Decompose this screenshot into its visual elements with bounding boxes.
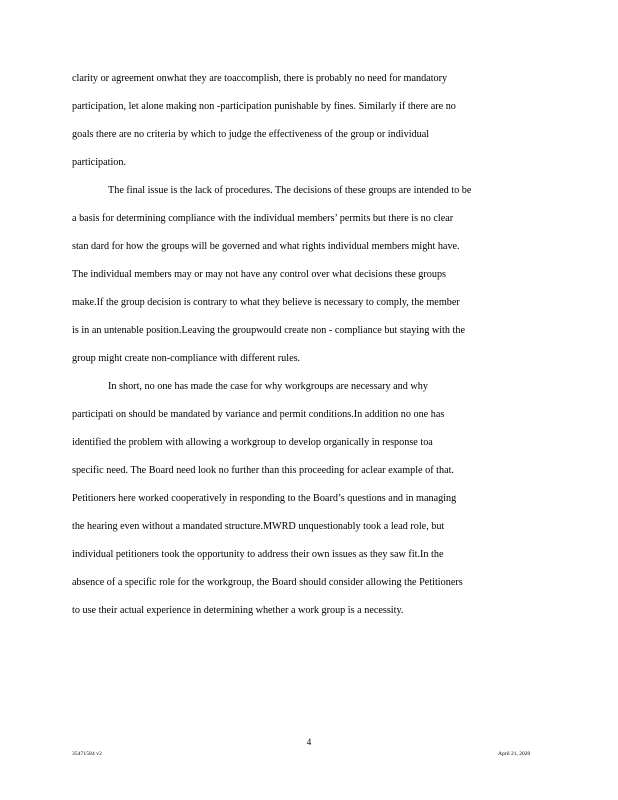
text-line: is in an untenable position.Leaving the groupwould create non - compliance but staying with the [72, 325, 465, 336]
footer-document-id: 35471584 v2 [72, 751, 102, 757]
text-line: clarity or agreement onwhat they are toaccomplish, there is probably no need for mandatory [72, 73, 448, 84]
text-line: goals there are no criteria by which to judge the effectiveness of the group or individual [72, 129, 430, 140]
text-line: make.If the group decision is contrary to what they believe is necessary to comply, the member [72, 297, 460, 308]
text-line: In short, no one has made the case for why workgroups are necessary and why [108, 381, 428, 392]
text-line: Petitioners here worked cooperatively in responding to the Board’s questions and in managing [72, 493, 457, 504]
text-line: to use their actual experience in determining whether a work group is a necessity. [72, 605, 404, 616]
page-number: 4 [306, 737, 312, 747]
text-line: The individual members may or may not have any control over what decisions these groups [72, 269, 447, 280]
text-line: individual petitioners took the opportunity to address their own issues as they saw fit.In the [72, 549, 444, 560]
text-line: The final issue is the lack of procedures. The decisions of these groups are intended to be [108, 185, 472, 196]
text-line: the hearing even without a mandated structure.MWRD unquestionably took a lead role, but [72, 521, 445, 532]
text-line: a basis for determining compliance with the individual members’ permits but there is no clear [72, 213, 454, 224]
text-line: identified the problem with allowing a workgroup to develop organically in response toa [72, 437, 433, 448]
text-line: absence of a specific role for the workgroup, the Board should consider allowing the Petitioners [72, 577, 463, 588]
footer-date: April 21, 2020 [498, 751, 531, 757]
text-line: specific need. The Board need look no further than this proceeding for aclear example of that. [72, 465, 454, 476]
text-line: stan dard for how the groups will be governed and what rights individual members might have. [72, 241, 460, 252]
text-line: participation, let alone making non -participation punishable by fines. Similarly if there are no [72, 101, 456, 112]
text-line: group might create non-compliance with different rules. [72, 353, 301, 364]
text-line: participation. [72, 157, 127, 168]
text-line: participati on should be mandated by variance and permit conditions.In addition no one has [72, 409, 445, 420]
